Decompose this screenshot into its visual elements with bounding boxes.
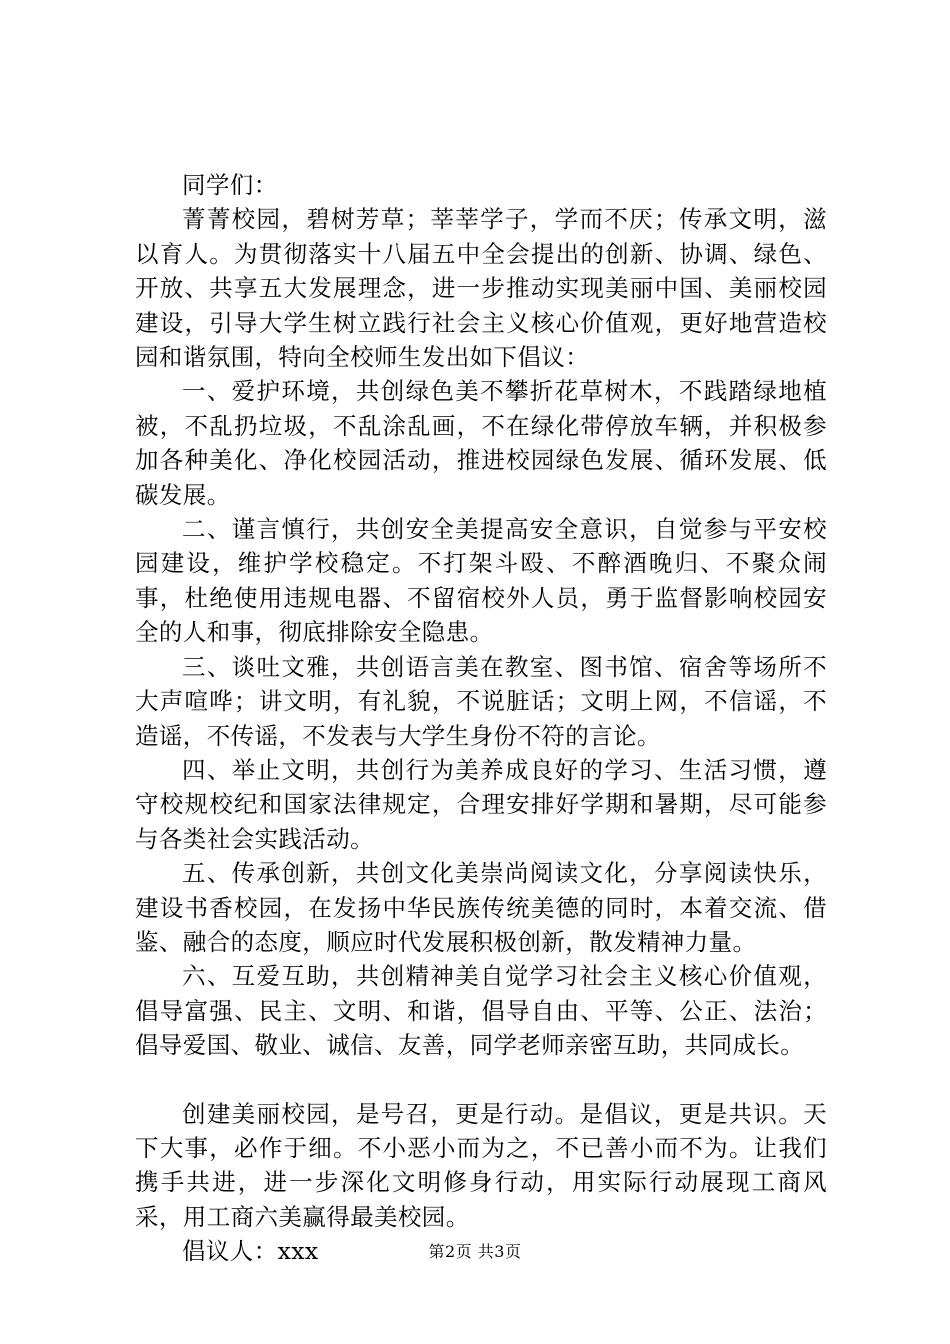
proposal-item-3: 三、谈吐文雅，共创语言美在教室、图书馆、宿舍等场所不大声喧哗；讲文明，有礼貌，不说脏话；文明上网，不信谣，不造谣，不传谣，不发表与大学生身份不符的言论。 (135, 652, 827, 750)
page-footer: 第2页 共3页 (428, 1242, 522, 1261)
proposal-item-5: 五、传承创新，共创文化美崇尚阅读文化，分享阅读快乐，建设书香校园，在发扬中华民族传统美德的同时，本着交流、借鉴、融合的态度，顺应时代发展积极创新，散发精神力量。 (135, 859, 827, 956)
proposal-item-2: 二、谨言慎行，共创安全美提高安全意识，自觉参与平安校园建设，维护学校稳定。不打架斗殴、不醉酒晚归、不聚众闹事，杜绝使用违规电器、不留宿校外人员，勇于监督影响校园安全的人和事，彻底排除安全隐患。 (135, 515, 827, 647)
signature-line: 倡议人：xxx (182, 1237, 319, 1266)
document-body (135, 168, 827, 1269)
proposal-item-4: 四、举止文明，共创行为美养成良好的学习、生活习惯，遵守校规校纪和国家法律规定，合理安排好学期和暑期，尽可能参与各类社会实践活动。 (135, 755, 827, 853)
salutation: 同学们： (182, 171, 278, 199)
proposal-item-1: 一、爱护环境，共创绿色美不攀折花草树木，不践踏绿地植被，不乱扔垃圾，不乱涂乱画，不在绿化带停放车辆，并积极参加各种美化、净化校园活动，推进校园绿色发展、循环发展、低碳发展。 (135, 377, 827, 509)
proposal-item-6: 六、互爱互助，共创精神美自觉学习社会主义核心价值观，倡导富强、民主、文明、和谐，倡导自由、平等、公正、法治；倡导爱国、敬业、诚信、友善，同学老师亲密互助，共同成长。 (135, 962, 827, 1060)
intro-paragraph: 菁菁校园，碧树芳草；莘莘学子，学而不厌；传承文明，滋以育人。为贯彻落实十八届五中全会提出的创新、协调、绿色、开放、共享五大发展理念，进一步推动实现美丽中国、美丽校园建设，引导大学生树立践行社会主义核心价值观，更好地营造校园和谐氛围，特向全校师生发出如下倡议： (135, 205, 827, 372)
paragraph-spacer (135, 1063, 827, 1097)
closing-paragraph: 创建美丽校园，是号召，更是行动。是倡议，更是共识。天下大事，必作于细。不小恶小而为之，不已善小而不为。让我们携手共进，进一步深化文明修身行动，用实际行动展现工商风采，用工商六美赢得最美校园。 (135, 1099, 827, 1231)
